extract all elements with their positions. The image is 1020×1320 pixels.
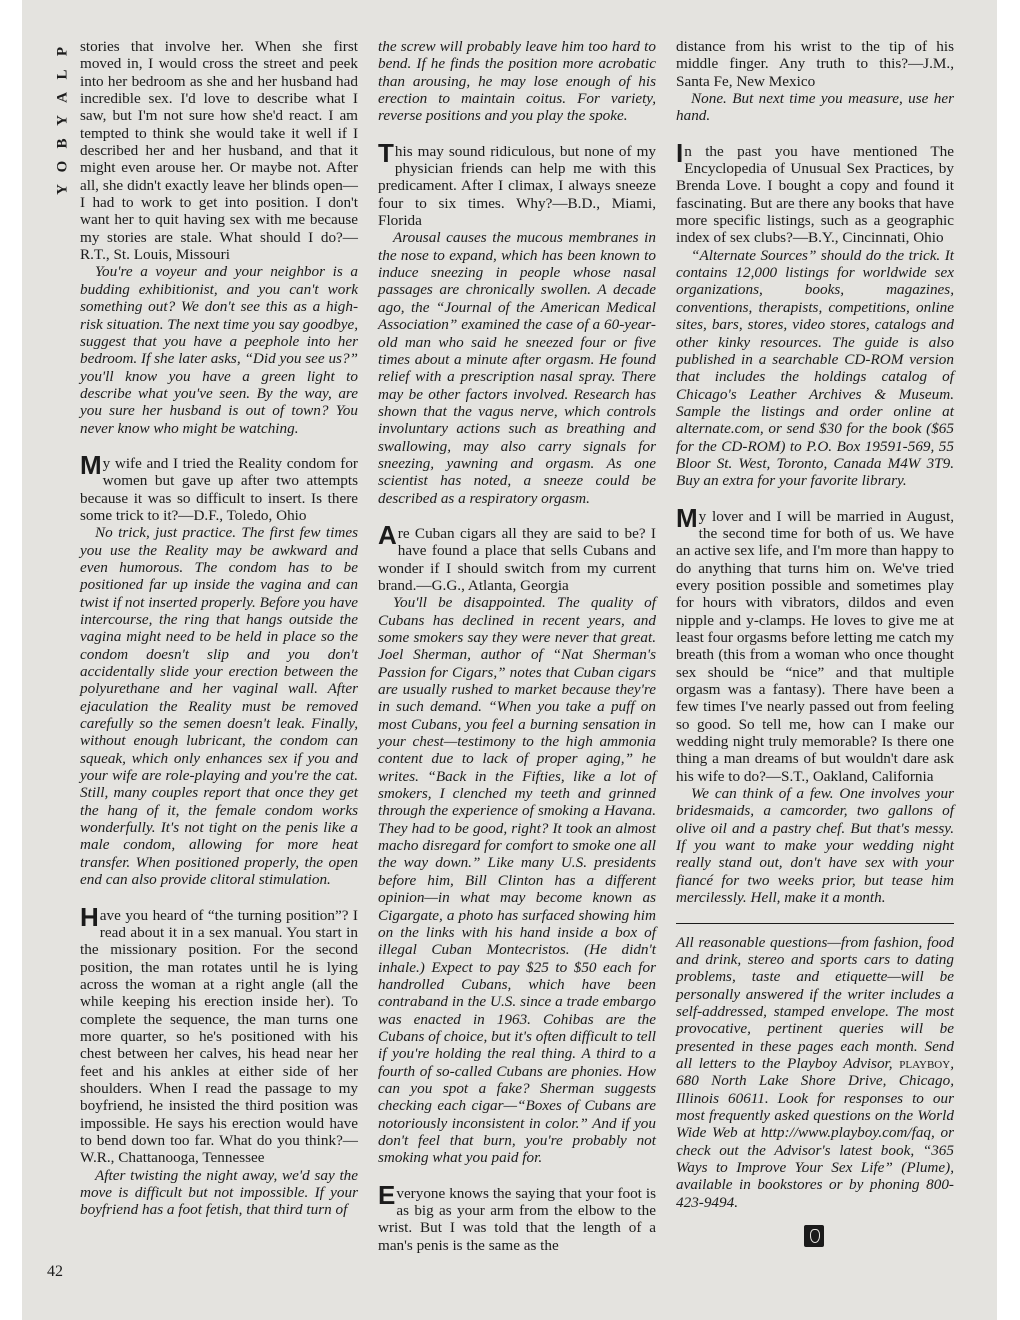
magazine-sidebar-title: P L A Y B O Y [54, 46, 71, 195]
answer-text: the screw will probably leave him too hard to bend. If he finds the position more acrobatic than arousing, he may lose enough of his erection to maintain coitus. For variety, reverse positions and you play the spoke. [378, 38, 656, 125]
answer-text: After twisting the night away, we'd say the move is difficult but not impossible. If your boyfriend has a foot fetish, that third turn of [80, 1166, 358, 1219]
letter-text: re Cuban cigars all they are said to be? I have found a place that sells Cubans and wonder if I should switch from my current brand.—G.G., Atlanta, Georgia [378, 524, 656, 594]
magazine-page [22, 0, 997, 1320]
letter [676, 137, 954, 247]
letter [80, 901, 358, 1167]
drop-cap: T [378, 137, 394, 168]
column-2 [378, 38, 656, 1254]
drop-cap: H [80, 901, 99, 932]
answer-text: “Alternate Sources” should do the trick. It contains 12,000 listings for worldwide sex organizations, books, magazines, conventions, therapists, competitions, online sites, bars, stores, video stores, catalogs and other kinky resources. The guide is also published in a searchable CD-ROM version that includes the holdings catalog of Chicago's Leather Archives & Museum. Sample the listings and order online at alternate.com, or send $30 for the book ($65 for the CD-ROM) to P.O. Box 19591-569, 55 Bloor St. West, Toronto, Canada M4W 3T9. Buy an extra for your favorite library. [676, 246, 954, 490]
drop-cap: A [378, 519, 397, 550]
letter-text: his may sound ridiculous, but none of my physician friends can help me with this predicament. After I climax, I always sneeze four to six times. Why?—B.D., Miami, Florida [378, 142, 656, 230]
playboy-bunny-icon [804, 1225, 824, 1247]
letter-text: n the past you have mentioned The Encyclopedia of Unusual Sex Practices, by Brenda Love. I bought a copy and found it fascinating. But are there any books that have more specific listings, such as a geographic index of sex clubs?—B.Y., Cincinnati, Ohio [676, 142, 954, 247]
answer-text: You'll be disappointed. The quality of Cubans has declined in recent years, and some smokers say they were never that great. Joel Sherman, author of “Nat Sherman's Passion for Cigars,” notes that Cuban cigars are usually rushed to market because they're in such demand. “When you take a puff on most Cubans, you feel a burning sensation in your chest—testimony to the high ammonia content due to lack of proper aging,” he writes. “Back in the Fifties, like a lot of smokers, I clenched my teeth and grinned through the experience of smoking a Havana. They had to be good, right? It took an almost macho disregard for comfort to smoke one all the way down.” Like many U.S. presidents before him, Bill Clinton has a different opinion—in what may become known as Cigargate, a photo has surfaced showing him on the links with his hand inside a box of illegal Cuban Montecristos. (He didn't inhale.) Expect to pay $25 to $50 each for handrolled Cubans, which have been contraband in the U.S. since a trade embargo was enacted in 1963. Cohibas are the Cubans of choice, but it's often difficult to tell if you're holding the real thing. A third to a fourth of so-called Cubans are phonies. How can you spot a fake? Sherman suggests checking each cigar—“Boxes of Cubans are notoriously inconsistent in color.” And if you don't feel that burn, you're probably not smoking what you paid for. [378, 594, 656, 1167]
answer-text: None. But next time you measure, use her hand. [676, 90, 954, 125]
advisor-footer: All reasonable questions—from fashion, food and drink, stereo and sports cars to dating problems, taste and etiquette—will be personally answered if the writer includes a self-addressed, stamped envelope. The most provocative, pertinent queries will be presented in these pages each month. Send all letters to the Playboy Advisor, playboy, 680 North Lake Shore Drive, Chicago, Illinois 60611. Look for responses to our most frequently asked questions on the World Wide Web at http://www.playboy.com/faq, or check out the Advisor's latest book, “365 Ways to Improve Your Sex Life” (Plume), available in bookstores or by phoning 800-423-9494. [676, 933, 954, 1211]
divider [676, 923, 954, 924]
drop-cap: M [80, 449, 102, 480]
answer-text: You're a voyeur and your neighbor is a budding exhibitionist, and you can't work something out? We don't see this as a high-risk situation. The next time you say goodbye, suggest that you have a peephole into her bedroom. If she later asks, “Did you see us?” you'll know you have a green light to describe what you've seen. By the way, are you sure her husband is out of town? You never know who might be watching. [80, 263, 358, 437]
letter-text: y wife and I tried the Reality condom for women but gave up after two attempts because it was so difficult to insert. Is there some trick to it?—D.F., Toledo, Ohio [80, 454, 358, 524]
letter-text: stories that involve her. When she first moved in, I would cross the street and peek into her bedroom as she and her husband had incredible sex. I'd love to describe what I saw, but I'm not sure how she'd react. I am tempted to think she would take it well if I described her and her husband, and that it might even arouse her. Or maybe not. After all, she didn't exactly leave her blinds open—I had to work to get into position. I don't want her to quit having sex with me because my stories are stale. What should I do?—R.T., St. Louis, Missouri [80, 38, 358, 264]
answer-text: Arousal causes the mucous membranes in the nose to expand, which has been known to induce sneezing in people whose nasal passages are chronically swollen. A decade ago, the “Journal of the American Medical Association” examined the case of a 60-year-old man who said he sneezed four or five times about a minute after orgasm. He found relief with a prescription nasal spray. There may be other factors involved. Research has shown that the vagus nerve, which controls involuntary actions such as breathing and swallowing, may also carry signals for sneezing, yawning and orgasm. As one scientist has noted, a sneeze could be described as a respiratory orgasm. [378, 229, 656, 507]
letter [378, 137, 656, 230]
letter-text: ave you heard of “the turning position”? I read about it in a sex manual. You start in the missionary position. For the second position, the man rotates until he is lying across the woman at a right angle (all the while keeping his erection inside her). To complete the sequence, the man turns one more quarter, so he's positioned with his chest between her calves, his head near her feet and his ankles at either side of her shoulders. When I read the passage to my boyfriend, he insisted the third position was impossible. He says his erection would have to bend down too far. What do you think?—W.R., Chattanooga, Tennessee [80, 906, 358, 1167]
letter [378, 519, 656, 594]
drop-cap: I [676, 137, 684, 168]
page-number: 42 [47, 1263, 63, 1280]
column-3 [676, 38, 954, 1247]
drop-cap: M [676, 502, 698, 533]
answer-text: We can think of a few. One involves your bridesmaids, a camcorder, two gallons of olive oil and a pastry chef. But that's messy. If you want to make your wedding night really stand out, don't have sex with your fiancé for two weeks prior, but tease him mercilessly. Hell, make it a month. [676, 785, 954, 907]
drop-cap: E [378, 1179, 396, 1210]
column-1 [80, 38, 358, 1219]
letter-text: veryone knows the saying that your foot is as big as your arm from the elbow to the wrist. But I was told that the length of a man's penis is the same as the [378, 1184, 656, 1254]
letter [80, 449, 358, 524]
letter [676, 502, 954, 786]
letter-text: distance from his wrist to the tip of his middle finger. Any truth to this?—J.M., Santa Fe, New Mexico [676, 38, 954, 90]
letter [378, 1179, 656, 1254]
answer-text: No trick, just practice. The first few times you use the Reality may be awkward and even humorous. The condom has to be positioned far up inside the vagina and can twist if not inserted properly. Before you have intercourse, the ring that hangs outside the vagina might need to be held in place so the condom doesn't slip and you don't accidentally slide your erection between the polyurethane and her vaginal wall. After ejaculation the Reality must be removed carefully so the semen doesn't leak. Finally, without enough lubricant, the condom can squeak, which only enhances sex if you and your wife are role-playing and you're the cat. Still, many couples report that once they get the hang of it, the female condom works wonderfully. It's not tight on the penis like a male condom, allowing for more heat transfer. When positioned properly, the open end can also provide clitoral stimulation. [80, 524, 358, 889]
letter-text: y lover and I will be married in August, the second time for both of us. We have an active sex life, and I'm more than happy to do anything that turns him on. We've tried every position possible and sometimes play for hours with vibrators, dildos and even nipple and y-clamps. He loves to give me at least four orgasms before letting me catch my breath (this from a woman who once thought sex should be “nice” and that multiple orgasm was a fantasy). There have been a few times I've nearly passed out from feeling so good. So tell me, how can I make our wedding night truly memorable? Is there one thing a man dreams of but wouldn't dare ask his wife to do?—S.T., Oakland, California [676, 507, 954, 785]
